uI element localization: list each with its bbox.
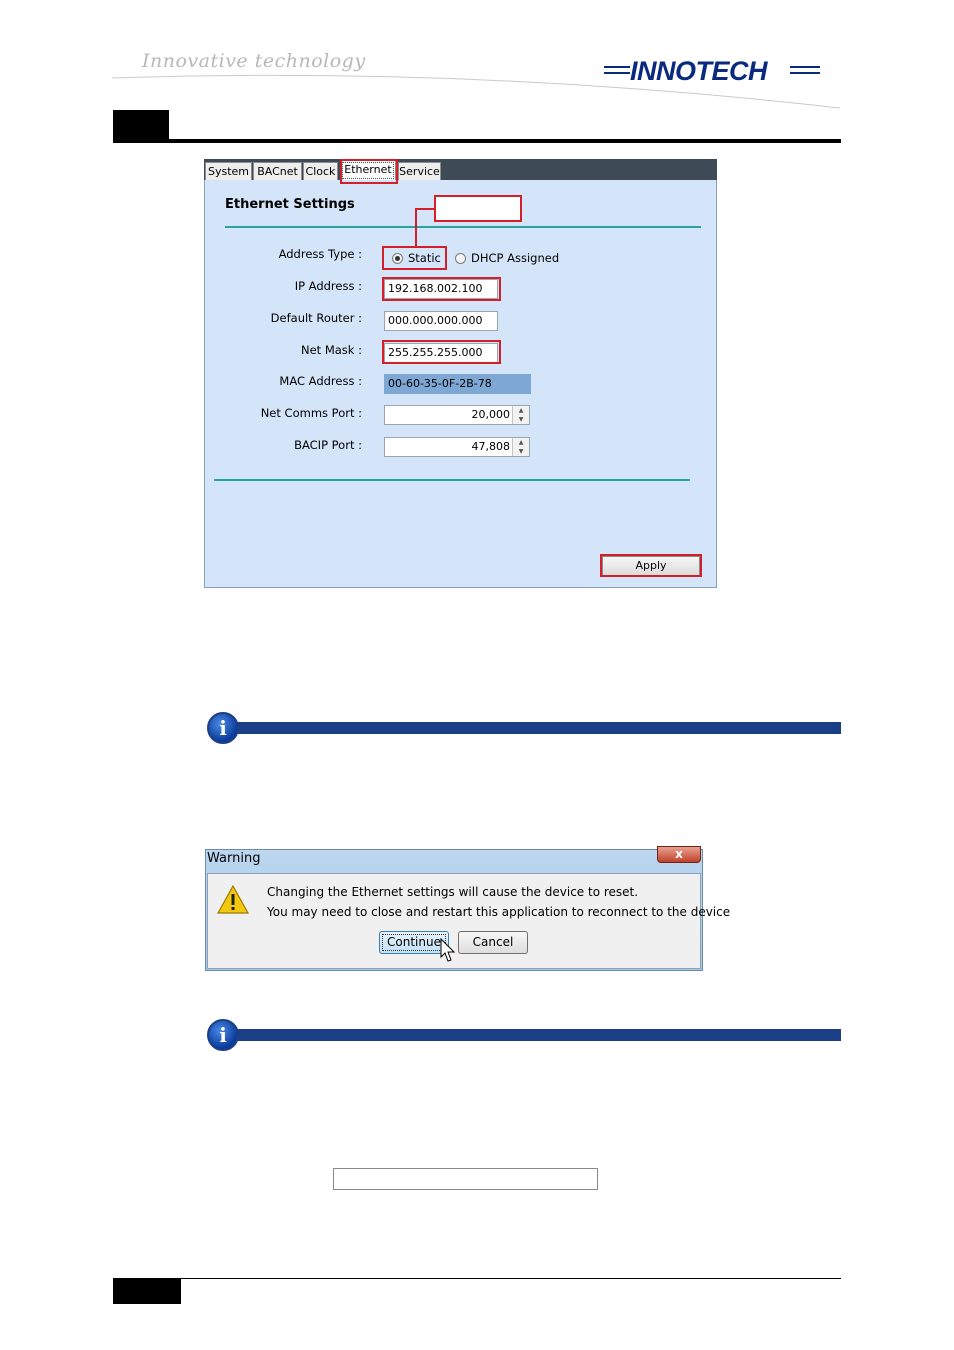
default-router-field[interactable]: 000.000.000.000 <box>384 311 498 331</box>
callout-connector-v <box>415 208 417 247</box>
bacip-port-label: BACIP Port : <box>294 438 362 452</box>
footer-page-tab <box>113 1279 181 1304</box>
bacip-port-stepper[interactable] <box>384 437 530 457</box>
ip-address-field[interactable]: 192.168.002.100 <box>384 279 498 299</box>
dialog-message-line2: You may need to close and restart this application to reconnect to the device <box>267 905 731 919</box>
default-router-label: Default Router : <box>270 311 362 325</box>
tab-service[interactable]: Service <box>398 162 441 180</box>
net-comms-port-label: Net Comms Port : <box>260 406 362 420</box>
dialog-message-line1: Changing the Ethernet settings will cause the device to reset. <box>267 885 639 899</box>
blank-field <box>333 1168 598 1190</box>
note-bar <box>238 722 841 734</box>
info-icon: i <box>207 712 239 744</box>
stepper-up-icon[interactable]: ▲ <box>518 439 524 446</box>
stepper-down-icon[interactable]: ▼ <box>518 416 524 423</box>
dhcp-radio-label: DHCP Assigned <box>471 251 560 265</box>
warning-icon <box>217 885 249 915</box>
innotech-logo: INNOTECH <box>630 56 767 86</box>
mac-address-label: MAC Address : <box>279 374 362 388</box>
tab-clock[interactable]: Clock <box>303 162 338 180</box>
callout-connector-h <box>416 208 435 210</box>
net-mask-field[interactable]: 255.255.255.000 <box>384 343 498 363</box>
highlight-ethernet-tab <box>340 159 398 184</box>
stepper-down-icon[interactable]: ▼ <box>518 448 524 455</box>
header-page-tab <box>113 110 169 142</box>
brand-tagline: Innovative technology <box>142 50 366 72</box>
section-divider <box>225 226 701 228</box>
dhcp-radio[interactable] <box>455 253 466 264</box>
highlight-static-option <box>382 246 447 270</box>
footer-rule <box>113 1278 841 1279</box>
footer-divider <box>214 479 690 481</box>
highlight-apply <box>600 554 702 577</box>
stepper-arrows[interactable] <box>512 406 529 424</box>
bacip-port-value: 47,808 <box>471 440 510 453</box>
net-mask-label: Net Mask : <box>301 343 362 357</box>
net-comms-port-value: 20,000 <box>471 408 510 421</box>
tab-ethernet[interactable]: Ethernet <box>340 160 396 181</box>
address-type-label: Address Type : <box>278 247 362 261</box>
net-comms-port-stepper[interactable] <box>384 405 530 425</box>
callout-label-box <box>434 195 522 222</box>
static-radio-label: Static <box>408 251 441 265</box>
section-title: Ethernet Settings <box>225 197 355 212</box>
tab-bacnet[interactable]: BACnet <box>253 162 302 180</box>
cancel-button[interactable]: Cancel <box>458 931 528 954</box>
logo-left-lines <box>604 64 630 76</box>
stepper-arrows[interactable] <box>512 438 529 456</box>
tab-system[interactable]: System <box>205 162 252 180</box>
highlight-net-mask <box>382 340 501 364</box>
stepper-up-icon[interactable]: ▲ <box>518 407 524 414</box>
logo-right-lines <box>790 64 820 76</box>
close-icon[interactable]: x <box>657 846 701 863</box>
continue-button[interactable]: Continue <box>379 931 449 954</box>
highlight-ip-address <box>382 277 501 301</box>
note-bar <box>238 1029 841 1041</box>
info-icon: i <box>207 1019 239 1051</box>
apply-button[interactable]: Apply <box>602 556 700 576</box>
dialog-title: Warning <box>207 851 261 866</box>
ip-address-label: IP Address : <box>294 279 362 293</box>
header-rule <box>113 139 841 143</box>
mac-address-field: 00-60-35-0F-2B-78 <box>384 374 531 394</box>
mouse-cursor-icon <box>440 938 456 964</box>
